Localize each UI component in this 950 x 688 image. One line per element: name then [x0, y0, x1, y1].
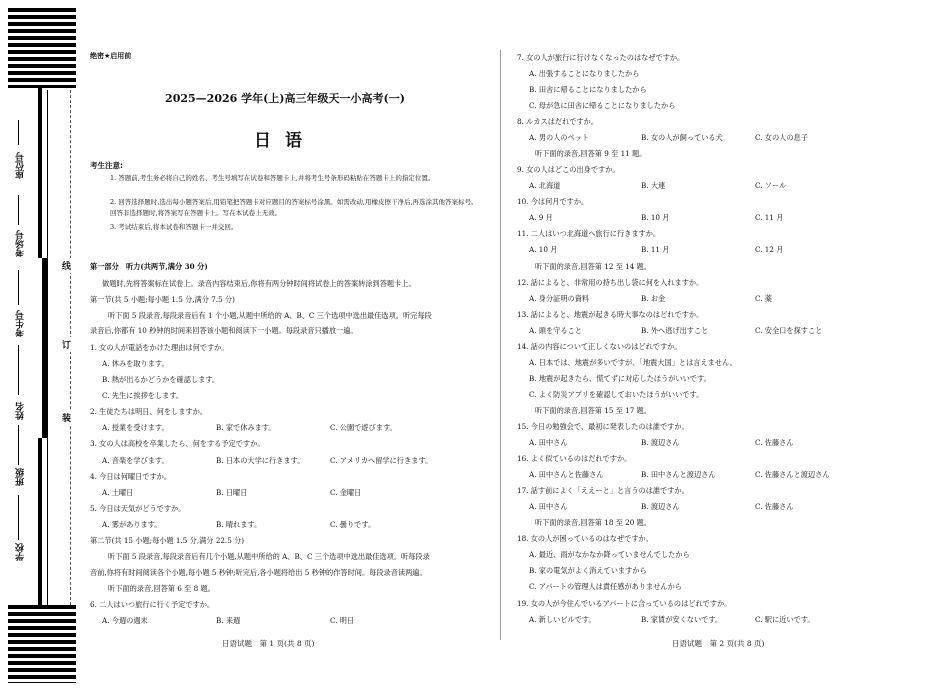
question-line: A. 田中さん [529, 502, 568, 511]
confidential-label: 绝密★启用前 [90, 52, 132, 60]
question-line: B. お金 [641, 294, 666, 303]
page-2-footer: 日语试题 第 2 页(共 8 页) [672, 639, 765, 648]
question-line: 9. 女の人はどこの出身ですか。 [517, 165, 620, 174]
binding-strip [0, 0, 80, 688]
question-line: C. 公園で遊びます。 [330, 423, 397, 432]
candidate-number-label: 考生号 [16, 310, 26, 337]
question-line: A. 新しいビルです。 [529, 615, 596, 624]
question-line: A. 土曜日 [102, 488, 134, 497]
question-line: B. 晴れます。 [216, 520, 262, 529]
question-line: B. 熱が出るかどうかを確認します。 [102, 375, 220, 384]
cut-mark-line: 线 [62, 258, 71, 273]
question-line: A. 最近、雨がなかなか降っていませんでしたから [529, 550, 690, 559]
question-line: B. 女の人が飼っている犬 [641, 133, 723, 142]
question-line: 17. 話す前によく「ええーと」と言うのは誰ですか。 [517, 486, 689, 495]
question-line: C. 曇りです。 [330, 520, 376, 529]
question-line: A. 田中さん [529, 438, 568, 447]
question-line: 听下面的录音,回答第 12 至 14 题。 [535, 262, 651, 271]
question-line: 1. 女の人が電話をかけた理由は何ですか。 [90, 343, 229, 352]
question-line: 2. 生徒たちは明日、何をしますか。 [90, 407, 207, 416]
question-line: C. 佐藤さん [755, 438, 794, 447]
question-line: 听下面的录音,回答第 15 至 17 题。 [535, 406, 651, 415]
question-line: 5. 今日は天気がどうですか。 [90, 504, 186, 513]
page-1-footer: 日语试题 第 1 页(共 8 页) [222, 639, 315, 648]
question-line: A. 授業を受けます。 [102, 423, 169, 432]
question-line: C. 佐藤さんと渡辺さん [755, 470, 830, 479]
question-line: B. 家賃が安くないです。 [641, 615, 723, 624]
question-line: B. 田中さんと渡辺さん [641, 470, 716, 479]
question-line: B. 家で休みます。 [216, 423, 276, 432]
question-line: 8. ルカスはだれですか。 [517, 117, 599, 126]
cut-mark-bind: 订 [62, 337, 71, 352]
question-line: B. 11 月 [641, 245, 670, 254]
question-line: 18. 女の人が困っているのはなぜですか。 [517, 534, 653, 543]
question-line: A. 9 月 [529, 213, 553, 222]
notes-heading: 考生注意: [90, 161, 123, 170]
question-line: A. 出張することになりましたから [529, 69, 640, 78]
question-line: A. 音楽を学びます。 [102, 456, 169, 465]
question-line: 6. 二人はいつ旅行に行く予定ですか。 [90, 600, 215, 609]
question-line: 听下面的录音,回答第 6 至 8 题。 [108, 584, 215, 593]
question-line: 13. 話によると、地震が起きる時大事なのはどれですか。 [517, 310, 704, 319]
question-line: 16. よく似ているのはだれですか。 [517, 454, 632, 463]
exam-title: 2025—2026 学年(上)高三年级天一小高考(一) [165, 92, 405, 105]
question-line: 11. 二人はいつ北海道へ旅行に行きますか。 [517, 229, 661, 238]
subject-title: 日语 [254, 131, 316, 151]
question-line: C. 安全口を探すこと [755, 326, 823, 335]
question-line: A. 身分証明の資料 [529, 294, 590, 303]
question-line: C. 先生に挨拶をします。 [102, 391, 184, 400]
question-line: C. 明日 [330, 616, 355, 625]
question-line: B. 田舎に帰ることになりましたから [529, 85, 647, 94]
question-line: 第二节(共 15 小题;每小题 1.5 分,满分 22.5 分) [90, 536, 245, 545]
question-line: C. 駅に近いです。 [755, 615, 815, 624]
question-line: 第一节(共 5 小题;每小题 1.5 分,满分 7.5 分) [90, 295, 235, 304]
binding-stripes-top [8, 8, 76, 88]
question-line: B. 渡辺さん [641, 438, 680, 447]
question-line: C. アパートの管理人は責任感がありませんから [529, 582, 682, 591]
question-line: A. 田中さんと佐藤さん [529, 470, 604, 479]
question-line: C. 母が急に田舎に帰ることになりましたから [529, 101, 676, 110]
question-line: 10. 今は何月ですか。 [517, 197, 589, 206]
question-line: 听下面 5 段录音,每段录音后有 1 个小题,从题中所给的 A、B、C 三个选项中选出最佳选项。听完每段 [108, 311, 432, 320]
question-line: 19. 女の人が今住んでいるアパートに合っているのはどれですか。 [517, 599, 732, 608]
question-line: A. 日本では、地震が多いですが、「地震大国」とは言えません。 [529, 358, 737, 367]
question-line: C. 佐藤さん [755, 502, 794, 511]
question-line: 3. 女の人は高校を卒業したら、何をする予定ですか。 [90, 439, 265, 448]
question-line: B. 日本の大学に行きます。 [216, 456, 305, 465]
question-line: C. 12 月 [755, 245, 784, 254]
binding-stripes-bottom [8, 605, 76, 683]
question-line: A. 頭を守ること [529, 326, 582, 335]
question-line: 4. 今日は何曜日ですか。 [90, 472, 172, 481]
note-item: 3. 考试结束后,将本试卷和答题卡一并交回。 [110, 223, 238, 231]
school-label: 学校 [16, 543, 26, 561]
question-line: 7. 女の人が旅行に行けなくなったのはなぜですか。 [517, 53, 685, 62]
question-line: B. 外へ逃げ出すこと [641, 326, 709, 335]
question-line: 15. 今日の勉強会で、最初に発表したのは誰ですか。 [517, 422, 689, 431]
question-line: B. 家の電気がよく消えていますから [529, 566, 647, 575]
question-line: 听下面的录音,回答第 9 至 11 题。 [535, 149, 647, 158]
question-line: B. 日曜日 [216, 488, 248, 497]
seat-number-label: 座位号 [16, 152, 26, 179]
binding-stairs [38, 88, 48, 605]
question-line: B. 地震が起きたら、慌てずに対応したほうがいいです。 [529, 374, 711, 383]
question-line: 12. 話によると、非常用の持ち出し袋に何を入れますか。 [517, 278, 704, 287]
note-item: 2. 回答选择题时,选出每小题答案后,用铅笔把答题卡对应题目的答案标号涂黑。如需改动,用橡皮擦干净后,再选涂其他答案标号。回答非选择题时,将答案写在答题卡上。写在本试卷上无效。 [110, 198, 478, 217]
question-line: 音前,你将有时间阅读各个小题,每小题 5 秒钟;听完后,各小题将给出 5 秒钟的作答时间。每段录音读两遍。 [90, 568, 427, 577]
question-line: 做题时,先将答案标在试卷上。录音内容结束后,你将有两分钟时间将试卷上的答案转涂到答题卡上。 [102, 279, 416, 288]
question-line: 听下面 5 段录音,每段录音后有几个小题,从题中所给的 A、B、C 三个选项中选出最佳选项。听每段录 [108, 552, 430, 561]
cut-mark-pack: 装 [62, 410, 71, 425]
exam-room-label: 考场号 [16, 230, 26, 257]
question-line: B. 渡辺さん [641, 502, 680, 511]
question-line: C. よく防災アプリを確認しておいたほうがいいです。 [529, 390, 704, 399]
question-line: C. アメリカへ留学に行きます。 [330, 456, 433, 465]
question-line: B. 10 月 [641, 213, 670, 222]
question-line: C. 薬 [755, 294, 772, 303]
class-label: 班级 [16, 468, 26, 486]
note-item: 1. 答题前,考生务必将自己的姓名、考生号填写在试卷和答题卡上,并将考生号条形码粘贴在答题卡上的指定位置。 [110, 174, 435, 182]
question-line: A. 雾があります。 [102, 520, 162, 529]
question-line: 第一部分 听力(共两节,满分 30 分) [90, 262, 208, 271]
question-line: 听下面的录音,回答第 18 至 20 题。 [535, 518, 651, 527]
question-line: C. ソール [755, 181, 787, 190]
name-label: 姓名 [16, 402, 26, 420]
question-line: B. 大連 [641, 181, 666, 190]
question-line: 14. 話の内容について正しくないのはどれですか。 [517, 342, 682, 351]
question-line: A. 10 月 [529, 245, 558, 254]
question-line: C. 金曜日 [330, 488, 362, 497]
question-line: B. 来週 [216, 616, 241, 625]
question-line: C. 11 月 [755, 213, 784, 222]
question-line: A. 今週の週末 [102, 616, 148, 625]
question-line: 录音后,你都有 10 秒钟的时间来回答该小题和阅读下一小题。每段录音只播放一遍。 [90, 326, 358, 335]
question-line: A. 北海道 [529, 181, 561, 190]
question-line: A. 休みを取ります。 [102, 359, 169, 368]
question-line: A. 男の人のペット [529, 133, 590, 142]
question-line: C. 女の人の息子 [755, 133, 808, 142]
column-divider [500, 50, 501, 640]
